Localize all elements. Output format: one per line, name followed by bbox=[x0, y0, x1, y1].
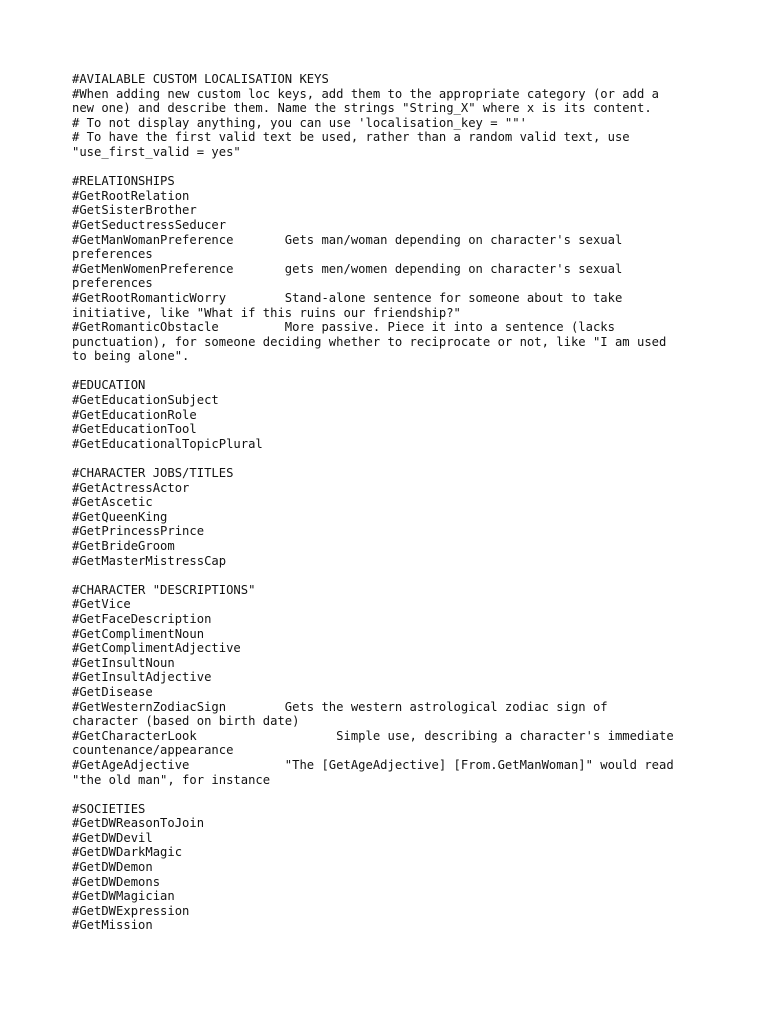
text-line: to being alone". bbox=[72, 349, 190, 364]
text-line: #GetDWDarkMagic bbox=[72, 845, 183, 860]
text-line: #GetQueenKing bbox=[72, 509, 168, 524]
text-line: #GetSisterBrother bbox=[72, 203, 197, 218]
text-line: #GetAscetic bbox=[72, 495, 153, 510]
text-line: #CHARACTER JOBS/TITLES bbox=[72, 466, 234, 481]
text-line: countenance/appearance bbox=[72, 743, 234, 758]
text-line: #GetDWDevil bbox=[72, 830, 153, 845]
text-line: #When adding new custom loc keys, add them to the appropriate category (or add a bbox=[72, 86, 659, 101]
text-line: #GetSeductressSeducer bbox=[72, 217, 227, 232]
text-line: #GetMasterMistressCap bbox=[72, 553, 227, 568]
document-text bbox=[72, 72, 702, 933]
text-line: "use_first_valid = yes" bbox=[72, 144, 241, 159]
text-line bbox=[72, 451, 702, 466]
text-line: #GetEducationRole bbox=[72, 407, 197, 422]
text-line: #GetInsultNoun bbox=[72, 655, 175, 670]
text-line: #GetComplimentAdjective bbox=[72, 641, 241, 656]
text-line: #SOCIETIES bbox=[72, 801, 146, 816]
text-line: #GetRomanticObstacle More passive. Piece it into a sentence (lacks bbox=[72, 320, 615, 335]
text-line: #GetVice bbox=[72, 597, 131, 612]
text-line: #AVIALABLE CUSTOM LOCALISATION KEYS bbox=[72, 72, 329, 86]
text-line: #GetManWomanPreference Gets man/woman depending on character's sexual bbox=[72, 232, 623, 247]
text-line: #GetEducationalTopicPlural bbox=[72, 436, 263, 451]
text-line bbox=[72, 568, 702, 583]
text-line: #GetFaceDescription bbox=[72, 611, 212, 626]
text-line: #GetWesternZodiacSign Gets the western astrological zodiac sign of bbox=[72, 699, 608, 714]
text-line bbox=[72, 160, 702, 175]
text-line: #GetDWDemons bbox=[72, 874, 161, 889]
text-line: #GetActressActor bbox=[72, 480, 190, 495]
text-line: new one) and describe them. Name the strings "String_X" where x is its content. bbox=[72, 101, 652, 116]
text-line: punctuation), for someone deciding whether to reciprocate or not, like "I am used bbox=[72, 334, 667, 349]
text-line: #GetRootRomanticWorry Stand-alone sentence for someone about to take bbox=[72, 290, 623, 305]
text-line: #GetAgeAdjective "The [GetAgeAdjective] [From.GetManWoman]" would read bbox=[72, 757, 674, 772]
text-line: initiative, like "What if this ruins our friendship?" bbox=[72, 305, 461, 320]
text-line bbox=[72, 787, 702, 802]
text-line: #GetComplimentNoun bbox=[72, 626, 205, 641]
text-line: #GetDWReasonToJoin bbox=[72, 816, 205, 831]
text-line: character (based on birth date) bbox=[72, 714, 300, 729]
text-line: #GetEducationTool bbox=[72, 422, 197, 437]
text-line: #GetDisease bbox=[72, 684, 153, 699]
text-line: #RELATIONSHIPS bbox=[72, 174, 175, 189]
text-line: #GetDWExpression bbox=[72, 903, 190, 918]
text-line: #GetCharacterLook Simple use, describing a character's immediate bbox=[72, 728, 674, 743]
text-line: preferences bbox=[72, 247, 153, 262]
text-line: #GetEducationSubject bbox=[72, 393, 219, 408]
text-line: # To have the first valid text be used, rather than a random valid text, use bbox=[72, 130, 630, 145]
text-line: #GetDWDemon bbox=[72, 860, 153, 875]
text-line: #GetInsultAdjective bbox=[72, 670, 212, 685]
text-line: #GetMission bbox=[72, 918, 153, 933]
text-line: #GetDWMagician bbox=[72, 889, 175, 904]
text-line: #EDUCATION bbox=[72, 378, 146, 393]
text-line: # To not display anything, you can use 'localisation_key = ""' bbox=[72, 115, 527, 130]
text-line: #GetBrideGroom bbox=[72, 539, 175, 553]
text-line: #GetRootRelation bbox=[72, 188, 190, 203]
text-line: preferences bbox=[72, 276, 153, 291]
text-line: #CHARACTER "DESCRIPTIONS" bbox=[72, 582, 256, 597]
text-line: #GetMenWomenPreference gets men/women depending on character's sexual bbox=[72, 261, 623, 276]
text-line bbox=[72, 364, 702, 379]
text-line: "the old man", for instance bbox=[72, 772, 271, 787]
text-line: #GetPrincessPrince bbox=[72, 524, 205, 539]
